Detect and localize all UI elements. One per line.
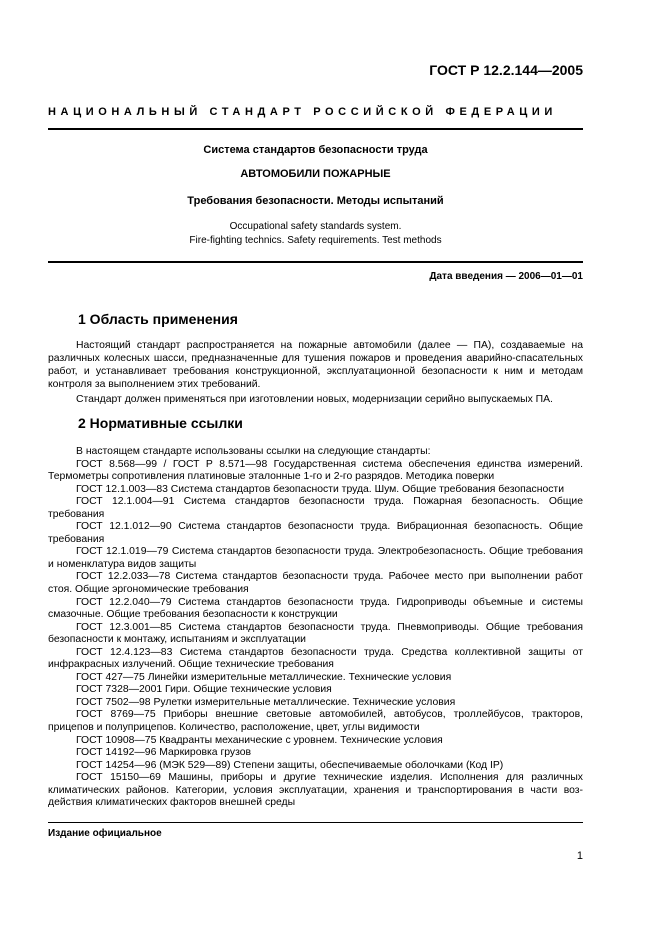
introduction-date: Дата введения — 2006—01—01 [429, 271, 583, 282]
reference-item: ГОСТ 12.3.001—85 Система стандартов безопасности труда. Пневмоприводы. Общие требования безопасности к монтажу, испытаниям и эксплуатации [48, 621, 583, 646]
section-1-paragraph-2: Стандарт должен применяться при изготовлении новых, модернизации серийно выпускаемых ПА. [76, 394, 553, 405]
official-edition-label: Издание официальное [48, 828, 162, 839]
reference-item: ГОСТ 427—75 Линейки измерительные металлические. Технические условия [76, 671, 452, 683]
reference-item: ГОСТ 12.1.003—83 Система стандартов безопасности труда. Шум. Общие требования безопасности [76, 483, 564, 495]
reference-item: ГОСТ 8769—75 Приборы внешние световые автомобилей, автобусов, троллейбусов, тракторов, прицепов и полуприцепов. Количество, расположение, цвет, углы видимости [48, 709, 583, 734]
english-title-line1: Occupational safety standards system. [229, 221, 402, 232]
reference-item: ГОСТ 12.1.004—91 Система стандартов безопасности труда. Пожарная безопасность. Общие требования [48, 496, 583, 520]
references-intro: В настоящем стандарте использованы ссылки на следующие стандарты: [76, 446, 431, 457]
header-divider [48, 128, 583, 130]
reference-item: ГОСТ 7328—2001 Гири. Общие технические условия [76, 684, 332, 696]
title-divider [48, 261, 583, 263]
section-1-body [48, 339, 583, 406]
national-standard-banner: НАЦИОНАЛЬНЫЙ СТАНДАРТ РОССИЙСКОЙ ФЕДЕРАЦИИ [48, 106, 557, 118]
reference-item: ГОСТ 7502—98 Рулетки измерительные металлические. Технические условия [76, 696, 456, 708]
reference-item: ГОСТ 8.568—99 / ГОСТ Р 8.571—98 Государственная система обеспечения единства измерений. Термометры сопротивления платиновые эталонные 1-го и 2-го разрядов. Методика поверки [48, 458, 583, 483]
reference-item: ГОСТ 14254—96 (МЭК 529—89) Степени защиты, обеспечиваемые оболочками (Код IP) [76, 759, 504, 771]
section-2-heading: 2 Нормативные ссылки [78, 415, 243, 431]
reference-item: ГОСТ 12.2.040—79 Система стандартов безопасности труда. Гидроприводы объемные и системы смазочные. Общие требования безопасности к конструкции [48, 596, 583, 621]
footer-divider [48, 822, 583, 823]
reference-item: ГОСТ 12.1.012—90 Система стандартов безопасности труда. Вибрационная безопасность. Общие требования [48, 521, 583, 545]
reference-item: ГОСТ 12.4.123—83 Система стандартов безопасности труда. Средства коллективной защиты от инфракрасных излучений. Общие технические требования [48, 646, 583, 671]
english-title [48, 220, 583, 248]
reference-item: ГОСТ 10908—75 Квадранты механические с уровнем. Технические условия [76, 734, 443, 746]
reference-item: ГОСТ 15150—69 Машины, приборы и другие технические изделия. Исполнения для различных климатических районов. Категории, условия эксплуатации, хранения и транспортирования в части воздействия климатических факторов внешней среды [48, 772, 583, 809]
document-title: АВТОМОБИЛИ ПОЖАРНЫЕ [240, 168, 391, 180]
page-number: 1 [576, 850, 583, 862]
reference-item: ГОСТ 14192—96 Маркировка грузов [76, 747, 252, 759]
document-subtitle: Требования безопасности. Методы испытаний [187, 195, 444, 207]
reference-item: ГОСТ 12.2.033—78 Система стандартов безопасности труда. Рабочее место при выполнении работ стоя. Общие эргономические требования [48, 571, 583, 596]
english-title-line2: Fire-fighting technics. Safety requirements. Test methods [189, 235, 442, 246]
standards-system-title: Система стандартов безопасности труда [203, 144, 428, 156]
section-1-paragraph-1: Настоящий стандарт распространяется на пожарные автомобили (далее — ПА), создаваемые на различных колесных шасси, предназначенные для тушения пожаров и проведения аварийно-спасательных работ, и устанавливает требования конструкционной, эксплуатационной безопасности к ним и методам контроля за выполнением этих требований. [48, 340, 583, 390]
references-list [48, 446, 583, 810]
section-1-heading: 1 Область применения [78, 311, 238, 327]
reference-item: ГОСТ 12.1.019—79 Система стандартов безопасности труда. Электробезопасность. Общие требования и номенклатура видов защиты [48, 546, 583, 570]
document-code: ГОСТ Р 12.2.144—2005 [429, 62, 583, 78]
